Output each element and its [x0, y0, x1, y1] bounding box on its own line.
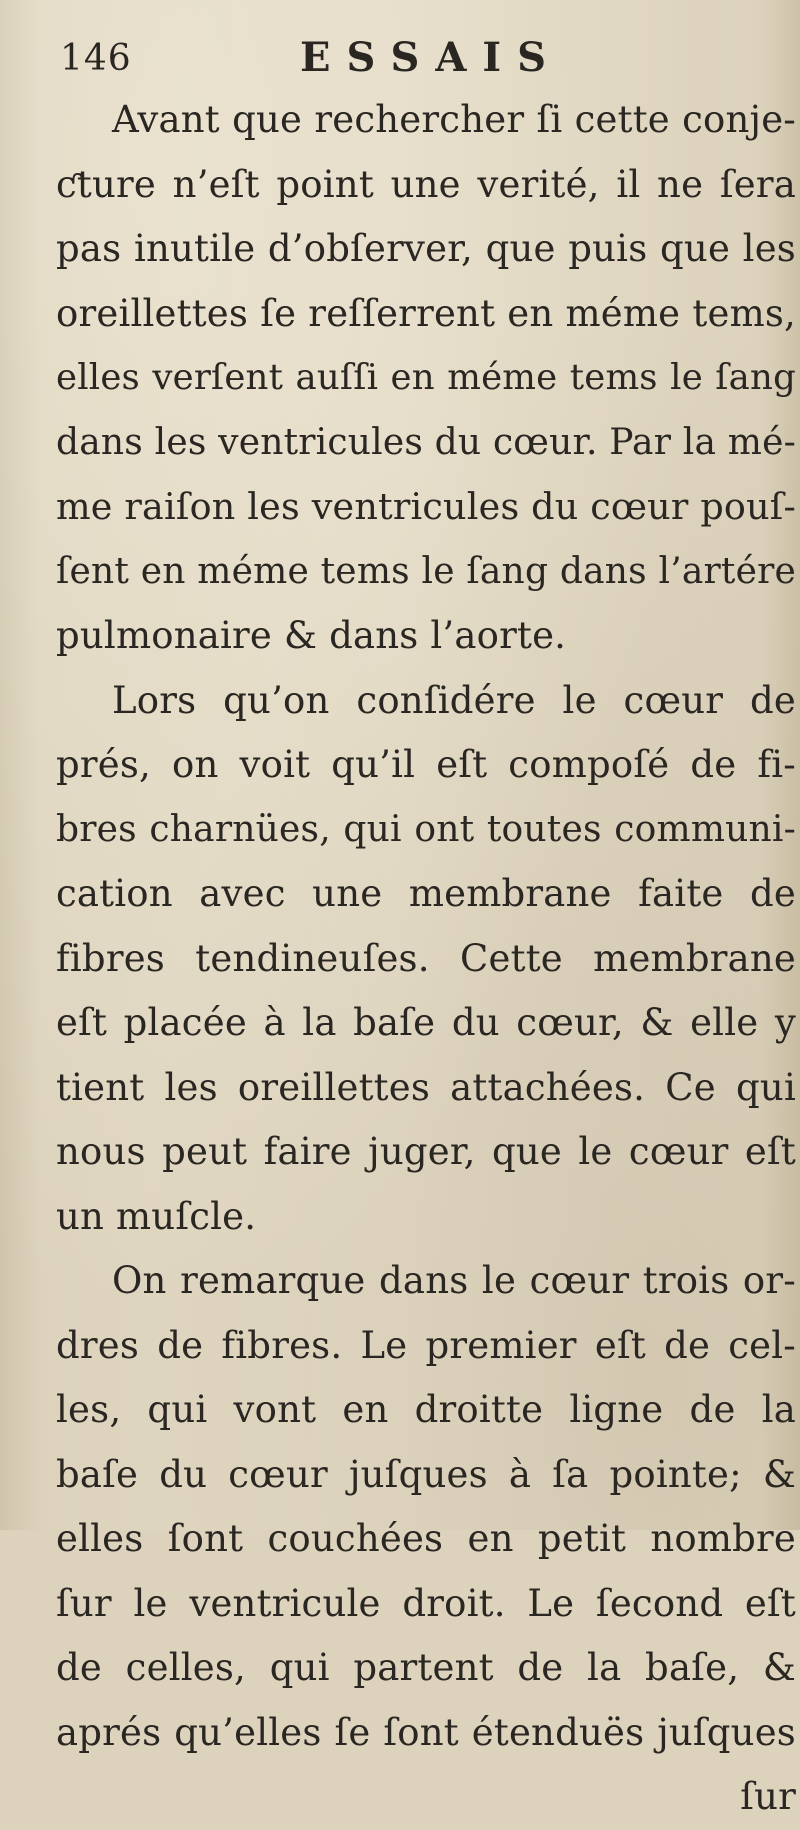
page-header [0, 30, 800, 90]
text-line: ƈture n’eſt point une verité, il ne ſera [56, 162, 796, 206]
text-line: bres charnües, qui ont toutes communi- [56, 808, 796, 850]
page-number: 146 [60, 38, 132, 79]
text-line: nous peut faire juger, que le cœur eſt [56, 1130, 796, 1173]
running-title: ESSAIS [300, 34, 563, 81]
text-line: de celles, qui partent de la baſe, & [56, 1646, 796, 1689]
text-line: aprés qu’elles ſe ſont étenduës juſques [56, 1710, 796, 1754]
text-line: baſe du cœur juſques à ſa pointe; & [56, 1452, 796, 1496]
text-line: ſur [740, 1775, 796, 1818]
body-text [56, 88, 796, 1830]
text-line: me raiſon les ventricules du cœur pouſ- [56, 485, 797, 528]
text-line: elles verſent auſſi en méme tems le ſang [56, 357, 796, 398]
text-line: pulmonaire & dans l’aorte. [56, 614, 567, 657]
text-line: ſur le ventricule droit. Le ſecond eſt [56, 1581, 796, 1625]
text-line: pas inutile d’obſerver, que puis que les [56, 227, 796, 270]
text-line: dres de fibres. Le premier eſt de cel- [56, 1323, 796, 1367]
text-line: prés, on voit qu’il eſt compoſé de fi- [56, 743, 796, 786]
text-line: oreillettes ſe reſſerrent en méme tems, [56, 291, 796, 335]
text-line: un muſcle. [56, 1194, 257, 1238]
text-line: les, qui vont en droitte ligne de la [56, 1388, 796, 1431]
text-line: cation avec une membrane faite de [56, 872, 796, 915]
text-line: tient les oreillettes attachées. Ce qui [56, 1065, 796, 1109]
text-line: Lors qu’on conſidére le cœur de [112, 678, 796, 722]
text-line: elles ſont couchées en petit nombre [56, 1517, 796, 1560]
text-line: Avant que rechercher ſi cette conje- [112, 98, 796, 141]
text-line: ſent en méme tems le ſang dans l’artére [56, 550, 796, 592]
text-line: fibres tendineuſes. Cette membrane [56, 936, 796, 980]
text-line: dans les ventricules du cœur. Par la mé- [56, 421, 796, 463]
text-line: eſt placée à la baſe du cœur, & elle y [56, 1001, 796, 1044]
text-line: On remarque dans le cœur trois or- [112, 1259, 796, 1302]
